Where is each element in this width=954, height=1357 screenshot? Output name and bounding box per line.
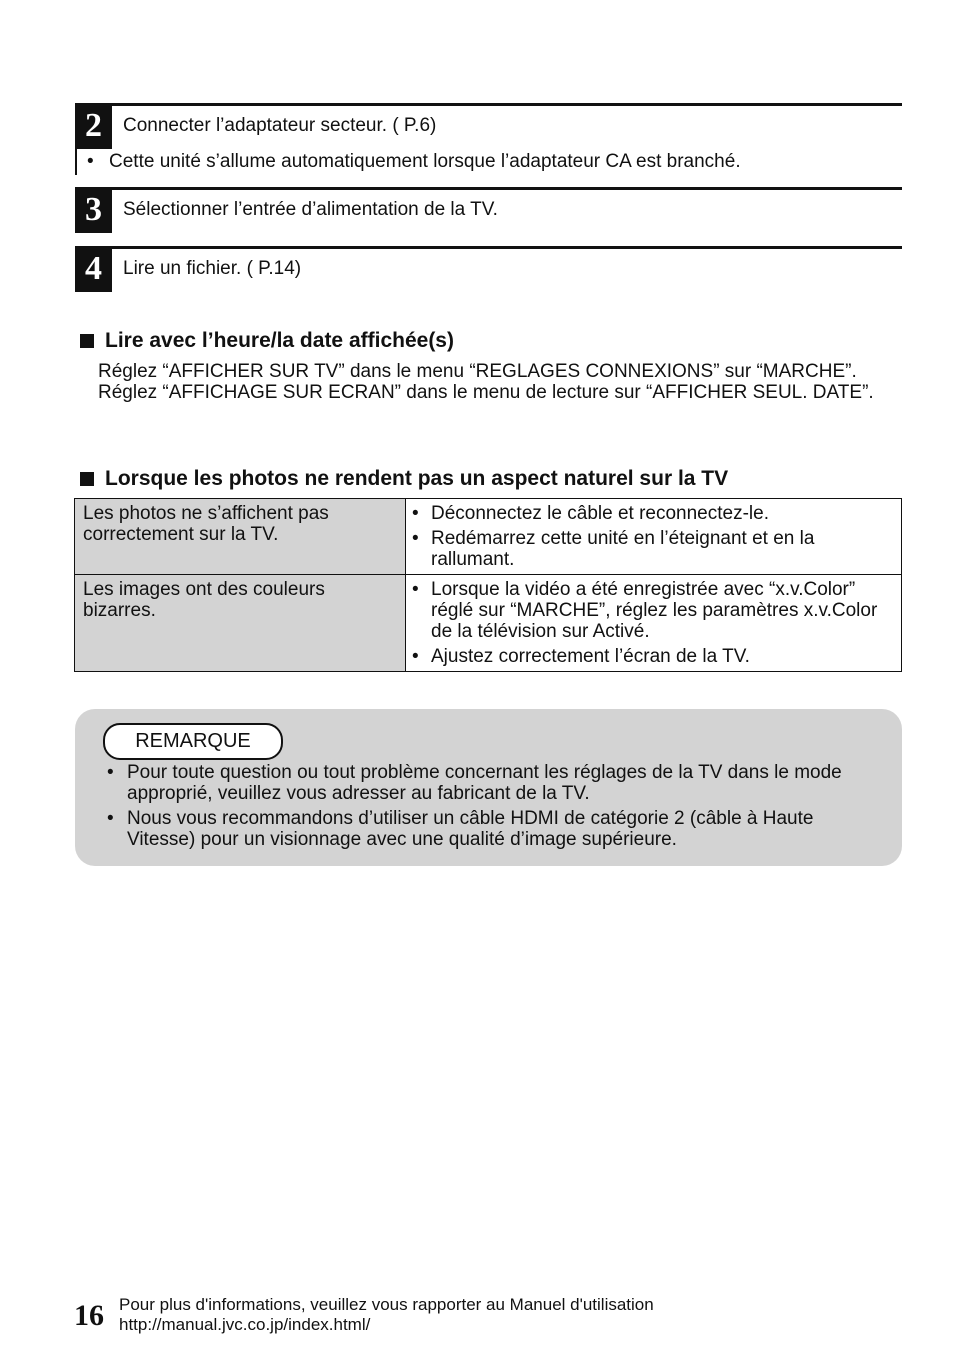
solution-item: • Lorsque la vidéo a été enregistrée avec “x.v.Color” réglé sur “MARCHE”, réglez les paramètres x.v.Color de la télévision sur Activé.	[412, 579, 878, 642]
date-line-2: Réglez “AFFICHAGE SUR ECRAN” dans le menu de lecture sur “AFFICHER SEUL. DATE”.	[98, 382, 874, 403]
note-list	[107, 762, 877, 854]
step-2	[75, 103, 902, 175]
section-heading-date: Lire avec l’heure/la date affichée(s)	[80, 329, 454, 353]
step-divider	[75, 187, 902, 190]
table-row	[75, 575, 902, 672]
note-item: • Pour toute question ou tout problème concernant les réglages de la TV dans le mode approprié, veuillez vous adresser au fabricant de la TV.	[107, 762, 842, 804]
note-badge: REMARQUE	[103, 723, 283, 760]
section-heading-troubleshoot: Lorsque les photos ne rendent pas un aspect naturel sur la TV	[80, 467, 728, 491]
troubleshoot-table	[74, 498, 902, 672]
date-instructions	[98, 361, 898, 403]
step-divider	[75, 246, 902, 249]
footer-link[interactable]: http://manual.jvc.co.jp/index.html/	[119, 1315, 371, 1334]
date-line-1: Réglez “AFFICHER SUR TV” dans le menu “REGLAGES CONNEXIONS” sur “MARCHE”.	[98, 361, 857, 382]
step-bullet: • Cette unité s’allume automatiquement lorsque l’adaptateur CA est branché.	[87, 151, 741, 172]
step-number: 3	[75, 187, 112, 233]
solution-item: • Déconnectez le câble et reconnectez-le.	[412, 503, 769, 524]
square-bullet-icon	[80, 472, 94, 486]
solution-cell	[406, 575, 902, 672]
step-divider	[75, 103, 902, 106]
table-row	[75, 499, 902, 575]
note-item: • Nous vous recommandons d’utiliser un câble HDMI de catégorie 2 (câble à Haute Vitesse) pour un visionnage avec une qualité d’image supérieure.	[107, 808, 814, 850]
note-box	[75, 709, 902, 866]
step-left-rule	[75, 149, 77, 175]
step-number: 4	[75, 246, 112, 292]
step-4	[75, 246, 902, 292]
step-text: Connecter l’adaptateur secteur. ( P.6)	[123, 115, 437, 136]
step-3	[75, 187, 902, 233]
page-number: 16	[74, 1299, 104, 1332]
square-bullet-icon	[80, 334, 94, 348]
step-text: Lire un fichier. ( P.14)	[123, 258, 302, 279]
solution-item: • Redémarrez cette unité en l’éteignant et en la rallumant.	[412, 528, 815, 570]
solution-cell	[406, 499, 902, 575]
step-text: Sélectionner l’entrée d’alimentation de la TV.	[123, 199, 498, 220]
footer-line-1: Pour plus d'informations, veuillez vous rapporter au Manuel d'utilisation	[119, 1295, 654, 1314]
step-number: 2	[75, 103, 112, 149]
footer-text	[119, 1295, 654, 1335]
solution-item: • Ajustez correctement l’écran de la TV.	[412, 646, 750, 667]
bullet-icon: •	[87, 151, 94, 172]
problem-cell: Les images ont des couleurs bizarres.	[75, 575, 406, 672]
problem-cell: Les photos ne s’affichent pas correctement sur la TV.	[75, 499, 406, 575]
